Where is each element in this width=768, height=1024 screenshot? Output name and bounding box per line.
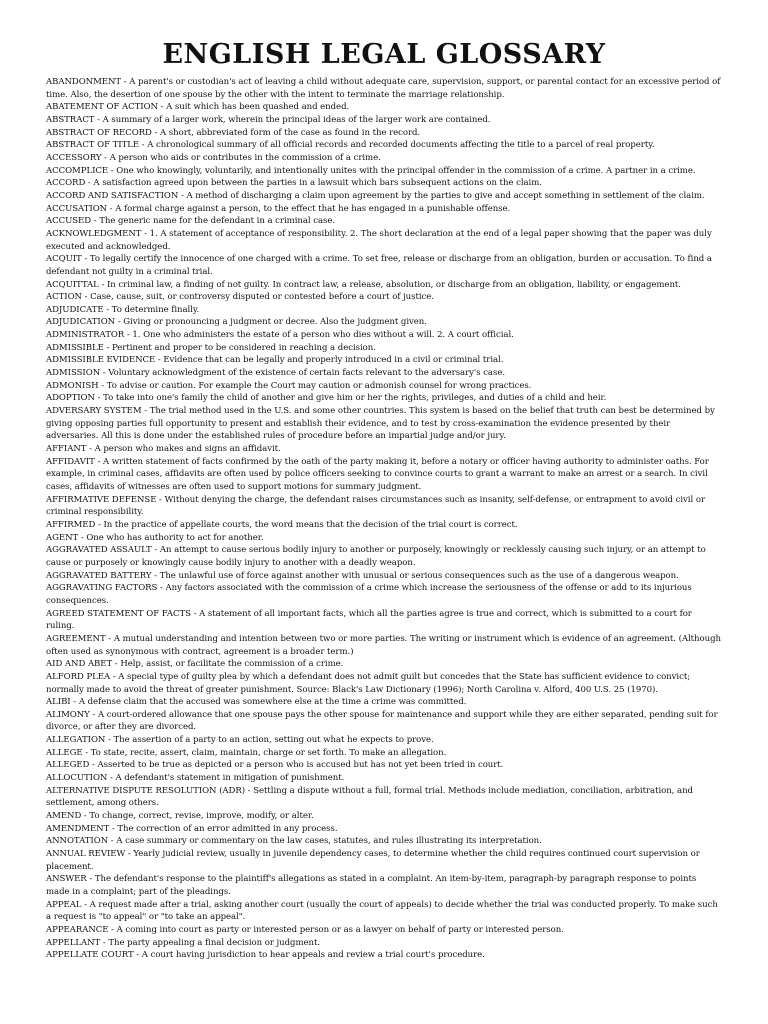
glossary-definition: Yearly judicial review, usually in juvenile dependency cases, to determine whether the child requires continued court supervision or placement. (46, 849, 700, 872)
glossary-definition: A satisfaction agreed upon between the parties in a lawsuit which bars subsequent actions on the claim. (93, 178, 542, 189)
glossary-entry: AFFIDAVIT - A written statement of facts confirmed by the oath of the party making it, before a notary or officer having authority to administer oaths. For example, in criminal cases, affidavits are often used by police officers seeking to convince courts to grant a warrant to make an arrest or a search. In civil cases, affidavits of witnesses are often used to support motions for summary judgment. (46, 456, 709, 492)
glossary-term: ABSTRACT OF TITLE (46, 140, 140, 151)
glossary-entry: ALTERNATIVE DISPUTE RESOLUTION (ADR) - Settling a dispute without a full, formal trial. Methods include mediation, conciliation, arbitration, and settlement, among others. (46, 785, 693, 809)
glossary-definition: The trial method used in the U.S. and some other countries. This system is based on the belief that truth can best be determined by giving opposing parties full opportunity to present and establish their evidence, and to test by cross-examination the evidence presented by their adversaries. All this is done under the established rules of procedure before an impartial judge and/or jury. (46, 406, 715, 442)
glossary-entry: AGREEMENT - A mutual understanding and intention between two or more parties. The writing or instrument which is evidence of an agreement. (Although often used as synonymous with contract, agreement is a broader term.) (46, 633, 721, 657)
glossary-definition: 1. One who administers the estate of a person who dies without a will. 2. A court official. (132, 330, 514, 341)
glossary-term: ALTERNATIVE DISPUTE RESOLUTION (ADR) (46, 785, 246, 796)
glossary-definition: Evidence that can be legally and properly introduced in a civil or criminal trial. (163, 355, 504, 366)
glossary-term: ADJUDICATE (46, 304, 104, 315)
glossary-definition: A court having jurisdiction to hear appeals and review a trial court's procedure. (141, 950, 485, 961)
glossary-entry: ACCORD AND SATISFACTION - A method of discharging a claim upon agreement by the parties to give and accept something in settlement of the claim. (46, 190, 705, 201)
glossary-definition: A person who makes and signs an affidavit. (94, 444, 281, 455)
glossary-definition: Case, cause, suit, or controversy disputed or contested before a court of justice. (90, 292, 434, 303)
glossary-entry: ALLEGED - Asserted to be true as depicted or a person who is accused but has not yet been tried in court. (46, 760, 504, 771)
glossary-entry: ACQUIT - To legally certify the innocence of one charged with a crime. To set free, release or discharge from an obligation, burden or accusation. To find a defendant not guilty in a criminal trial. (46, 254, 712, 277)
glossary-definition: A person who aids or contributes in the commission of a crime. (109, 152, 381, 163)
glossary-entry: ABATEMENT OF ACTION - A suit which has been quashed and ended. (46, 102, 350, 113)
glossary-entry: AFFIRMED - In the practice of appellate courts, the word means that the decision of the trial court is correct. (46, 519, 518, 530)
glossary-definition: Without denying the charge, the defendant raises circumstances such as insanity, self-defense, or entrapment to avoid civil or criminal responsibility. (46, 494, 705, 518)
glossary-definition: Help, assist, or facilitate the commission of a crime. (120, 659, 344, 670)
glossary-term: AGREED STATEMENT OF FACTS (46, 608, 191, 619)
glossary-definition: A special type of guilty plea by which a defendant does not admit guilt but concedes that the State has sufficient evidence to convict; normally made to avoid the threat of greater punishment. Source: Black's Law Dictionary (1996); North Carolina v. Alford, 400 U.S. 25 (1970). (46, 671, 691, 695)
glossary-entry: ACQUITTAL - In criminal law, a finding of not guilty. In contract law, a release, absolution, or discharge from an obligation, liability, or engagement. (46, 279, 681, 290)
glossary-definition: The generic name for the defendant in a criminal case. (99, 216, 336, 227)
glossary-entry: AGREED STATEMENT OF FACTS - A statement of all important facts, which all the parties agree is true and correct, which is submitted to a court for ruling. (46, 608, 692, 632)
glossary-definition: One who knowingly, voluntarily, and intentionally unites with the principal offender in the commission of a crime. A partner in a crime. (116, 165, 696, 176)
glossary-entry: ADJUDICATE - To determine finally. (46, 304, 200, 315)
glossary-entry: ANSWER - The defendant's response to the plaintiff's allegations as stated in a complaint. An item-by-item, paragraph-by paragraph response to points made in a complaint; part of the pleadings. (46, 874, 697, 897)
glossary-definition: 1. A statement of acceptance of responsibility. 2. The short declaration at the end of a legal paper showing that the paper was duly executed and acknowledged. (46, 228, 712, 252)
glossary-entry: ACKNOWLEDGMENT - 1. A statement of acceptance of responsibility. 2. The short declaration at the end of a legal paper showing that the paper was duly executed and acknowledged. (46, 228, 712, 252)
glossary-definition: To advise or caution. For example the Court may caution or admonish counsel for wrong practices. (106, 380, 532, 391)
glossary-entry: AMEND - To change, correct, revise, improve, modify, or alter. (46, 811, 314, 822)
glossary-definition: A parent's or custodian's act of leaving a child without adequate care, supervision, support, or parental contact for an excessive period of time. Also, the desertion of one spouse by the other with the intent to terminate the marriage relationship. (46, 77, 721, 100)
glossary-entry: APPEAL - A request made after a trial, asking another court (usually the court of appeals) to decide whether the trial was conducted properly. To make such a request is "to appeal" or "to take an appeal". (46, 899, 718, 923)
glossary-entry: ACCESSORY - A person who aids or contributes in the commission of a crime. (46, 152, 381, 163)
glossary-term: ACCOMPLICE (46, 165, 109, 176)
glossary-term: APPEAL (46, 899, 82, 910)
glossary-entry: ALFORD PLEA - A special type of guilty plea by which a defendant does not admit guilt but concedes that the State has sufficient evidence to convict; normally made to avoid the threat of greater punishment. Source: Black's Law Dictionary (1996); North Carolina v. Alford, 400 U.S. 25 (1970). (46, 671, 691, 695)
glossary-entry: ACCORD - A satisfaction agreed upon between the parties in a lawsuit which bars subsequent actions on the claim. (46, 178, 542, 189)
glossary-definition: A summary of a larger work, wherein the principal ideas of the larger work are contained. (102, 114, 491, 125)
glossary-entry: ANNUAL REVIEW - Yearly judicial review, usually in juvenile dependency cases, to determine whether the child requires continued court supervision or placement. (46, 849, 700, 872)
glossary-term: AGREEMENT (46, 633, 106, 644)
glossary-term: APPEARANCE (46, 924, 109, 935)
glossary-entry: AID AND ABET - Help, assist, or facilitate the commission of a crime. (46, 659, 344, 670)
glossary-entry: AGENT - One who has authority to act for another. (46, 532, 264, 543)
glossary-term: ALFORD PLEA (46, 671, 111, 682)
glossary-term: ACCUSED (46, 216, 92, 227)
glossary-term: ABSTRACT OF RECORD (46, 127, 152, 138)
glossary-definition: A method of discharging a claim upon agreement by the parties to give and accept something in settlement of the claim. (186, 190, 705, 201)
glossary-entry: AMENDMENT - The correction of an error admitted in any process. (46, 823, 338, 834)
glossary-definition: The correction of an error admitted in any process. (117, 823, 338, 834)
glossary-definition: A short, abbreviated form of the case as found in the record. (160, 127, 421, 138)
glossary-entry: APPELLATE COURT - A court having jurisdiction to hear appeals and review a trial court's procedure. (46, 950, 485, 961)
glossary-term: ADJUDICATION (46, 317, 116, 328)
glossary-definition: Pertinent and proper to be considered in reaching a decision. (111, 342, 376, 353)
glossary-definition: The defendant's response to the plaintiff's allegations as stated in a complaint. An item-by-item, paragraph-by paragraph response to points made in a complaint; part of the pleadings. (46, 874, 697, 897)
glossary-definition: Settling a dispute without a full, formal trial. Methods include mediation, conciliation, arbitration, and settlement, among others. (46, 785, 693, 809)
glossary-term: ADMINISTRATOR (46, 330, 125, 341)
glossary-entry: APPEARANCE - A coming into court as party or interested person or as a lawyer on behalf of party or interested person. (46, 924, 564, 935)
glossary-term: ABANDONMENT (46, 77, 122, 87)
glossary-definition: A request made after a trial, asking another court (usually the court of appeals) to decide whether the trial was conducted properly. To make such a request is "to appeal" or "to take an appeal". (46, 899, 718, 923)
glossary-definition: The party appealing a final decision or judgment. (108, 937, 321, 948)
glossary-term: ALLEGE (46, 747, 83, 758)
glossary-term: AFFIDAVIT (46, 456, 95, 467)
glossary-definition: To determine finally. (111, 304, 200, 315)
glossary-definition: The assertion of a party to an action, setting out what he expects to prove. (113, 735, 434, 746)
glossary-entry: ADMISSIBLE EVIDENCE - Evidence that can be legally and properly introduced in a civil or criminal trial. (46, 355, 504, 366)
glossary-definition: A statement of all important facts, which all the parties agree is true and correct, which is submitted to a court for ruling. (46, 608, 692, 632)
glossary-entry: AGGRAVATED BATTERY - The unlawful use of force against another with unusual or serious consequences such as the use of a dangerous weapon. (46, 570, 679, 581)
glossary-term: ADMISSION (46, 368, 101, 379)
glossary-term: ANNOTATION (46, 836, 109, 847)
glossary-definition: A defense claim that the accused was somewhere else at the time a crime was committed. (78, 697, 467, 708)
glossary-definition: A chronological summary of all official records and recorded documents affecting the title to a parcel of real property. (147, 140, 655, 151)
glossary-term: ACCUSATION (46, 203, 108, 214)
glossary-entry: ADJUDICATION - Giving or pronouncing a judgment or decree. Also the judgment given. (46, 317, 427, 328)
glossary-definition: Voluntary acknowledgment of the existence of certain facts relevant to the adversary's case. (108, 368, 505, 379)
glossary-entry: AFFIANT - A person who makes and signs an affidavit. (46, 444, 281, 455)
glossary-entry: ABSTRACT - A summary of a larger work, wherein the principal ideas of the larger work are contained. (46, 114, 491, 125)
glossary-entry: ABANDONMENT - A parent's or custodian's act of leaving a child without adequate care, supervision, support, or parental contact for an excessive period of time. Also, the desertion of one spouse by the other with the intent to terminate the marriage relationship. (46, 77, 721, 100)
glossary-definition: A case summary or commentary on the law cases, statutes, and rules illustrating its interpretation. (116, 836, 542, 847)
glossary-entry: ACCOMPLICE - One who knowingly, voluntarily, and intentionally unites with the principal offender in the commission of a crime. A partner in a crime. (46, 165, 696, 176)
glossary-term: ABSTRACT (46, 114, 95, 125)
glossary-definition: A court-ordered allowance that one spouse pays the other spouse for maintenance and support while they are either separated, pending suit for divorce, or after they are divorced. (46, 709, 718, 733)
glossary-term: AID AND ABET (46, 659, 113, 670)
glossary-entry: ADMISSION - Voluntary acknowledgment of the existence of certain facts relevant to the adversary's case. (46, 368, 505, 379)
glossary-term: AFFIANT (46, 444, 87, 455)
glossary-definition: Any factors associated with the commission of a crime which increase the seriousness of the offense or add to its injurious consequences. (46, 583, 692, 606)
glossary-term: ACTION (46, 292, 82, 303)
glossary-term: ACCORD AND SATISFACTION (46, 190, 179, 201)
glossary-term: ADMISSIBLE (46, 342, 104, 353)
glossary-term: AGGRAVATING FACTORS (46, 583, 158, 594)
glossary-definition: In criminal law, a finding of not guilty. In contract law, a release, absolution, or discharge from an obligation, liability, or engagement. (106, 279, 681, 290)
glossary-entry: ANNOTATION - A case summary or commentary on the law cases, statutes, and rules illustrating its interpretation. (46, 836, 542, 847)
glossary-term: AGGRAVATED BATTERY (46, 570, 152, 581)
page-title: ENGLISH LEGAL GLOSSARY (162, 39, 606, 70)
glossary-term: APPELLATE COURT (46, 950, 134, 961)
glossary-term: ANSWER (46, 874, 87, 885)
glossary-term: AGGRAVATED ASSAULT (46, 545, 152, 556)
glossary-definition: A written statement of facts confirmed by the oath of the party making it, before a notary or officer having authority to administer oaths. For example, in criminal cases, affidavits are often used by police officers seeking to convince courts to grant a warrant to make an arrest or a search. In civil cases, affidavits of witnesses are often used to support motions for summary judgment. (46, 456, 709, 492)
glossary-entry: AFFIRMATIVE DEFENSE - Without denying the charge, the defendant raises circumstances such as insanity, self-defense, or entrapment to avoid civil or criminal responsibility. (46, 494, 705, 518)
glossary-entry: AGGRAVATED ASSAULT - An attempt to cause serious bodily injury to another or purposely, knowingly or recklessly causing such injury, or an attempt to cause or purposely or knowingly cause bodily injury to another with a deadly weapon. (46, 545, 706, 568)
glossary-entry: ALLEGE - To state, recite, assert, claim, maintain, charge or set forth. To make an allegation. (46, 747, 447, 758)
glossary-definition: In the practice of appellate courts, the word means that the decision of the trial court is correct. (103, 519, 518, 530)
glossary-entry: APPELLANT - The party appealing a final decision or judgment. (46, 937, 321, 948)
glossary-entries (46, 76, 722, 962)
glossary-entry: AGGRAVATING FACTORS - Any factors associated with the commission of a crime which increase the seriousness of the offense or add to its injurious consequences. (46, 583, 692, 606)
glossary-term: ACCORD (46, 178, 86, 189)
glossary-entry: ALIBI - A defense claim that the accused was somewhere else at the time a crime was committed. (46, 697, 467, 708)
glossary-definition: To take into one's family the child of another and give him or her the rights, privileges, and duties of a child and heir. (103, 393, 607, 404)
glossary-definition: A suit which has been quashed and ended. (166, 102, 350, 113)
glossary-term: ALIBI (46, 697, 71, 708)
glossary-term: AMENDMENT (46, 823, 110, 834)
glossary-definition: Giving or pronouncing a judgment or decree. Also the judgment given. (123, 317, 427, 328)
glossary-definition: A defendant's statement in mitigation of punishment. (115, 773, 345, 784)
glossary-term: ANNUAL REVIEW (46, 849, 126, 860)
glossary-definition: A formal charge against a person, to the effect that he has engaged in a punishable offense. (115, 203, 511, 214)
glossary-term: ALLEGED (46, 760, 90, 771)
glossary-entry: ADMISSIBLE - Pertinent and proper to be considered in reaching a decision. (46, 342, 376, 353)
glossary-term: ALLEGATION (46, 735, 106, 746)
glossary-entry: ABSTRACT OF RECORD - A short, abbreviated form of the case as found in the record. (46, 127, 421, 138)
glossary-entry: ADVERSARY SYSTEM - The trial method used in the U.S. and some other countries. This system is based on the belief that truth can best be determined by giving opposing parties full opportunity to present and establish their evidence, and to test by cross-examination the evidence presented by their adversaries. All this is done under the established rules of procedure before an impartial judge and/or jury. (46, 406, 715, 442)
glossary-definition: A mutual understanding and intention between two or more parties. The writing or instrument which is evidence of an agreement. (Although often used as synonymous with contract, agreement is a broader term.) (46, 633, 721, 657)
glossary-term: AFFIRMED (46, 519, 96, 530)
glossary-term: ACQUITTAL (46, 279, 99, 290)
glossary-entry: ACCUSED - The generic name for the defendant in a criminal case. (46, 216, 336, 227)
glossary-entry: ACCUSATION - A formal charge against a person, to the effect that he has engaged in a punishable offense. (46, 203, 511, 214)
glossary-definition: An attempt to cause serious bodily injury to another or purposely, knowingly or recklessly causing such injury, or an attempt to cause or purposely or knowingly cause bodily injury to another with a deadly weapon. (46, 545, 706, 568)
glossary-definition: A coming into court as party or interested person or as a lawyer on behalf of party or interested person. (116, 924, 564, 935)
glossary-term: ACCESSORY (46, 152, 102, 163)
glossary-term: ABATEMENT OF ACTION (46, 102, 158, 113)
glossary-term: ACKNOWLEDGMENT (46, 228, 142, 239)
glossary-term: ADVERSARY SYSTEM (46, 406, 142, 417)
glossary-definition: The unlawful use of force against another with unusual or serious consequences such as the use of a dangerous weapon. (159, 570, 679, 581)
glossary-entry: ADMONISH - To advise or caution. For example the Court may caution or admonish counsel for wrong practices. (46, 380, 532, 391)
glossary-term: ACQUIT (46, 254, 82, 265)
glossary-term: ALIMONY (46, 709, 90, 720)
glossary-term: AMEND (46, 811, 82, 822)
glossary-entry: ALLEGATION - The assertion of a party to an action, setting out what he expects to prove. (46, 735, 434, 746)
glossary-definition: One who has authority to act for another. (86, 532, 264, 543)
glossary-term: ADOPTION (46, 393, 95, 404)
glossary-definition: To change, correct, revise, improve, modify, or alter. (89, 811, 314, 822)
glossary-term: ADMONISH (46, 380, 99, 391)
glossary-term: AFFIRMATIVE DEFENSE (46, 494, 157, 505)
glossary-term: ALLOCUTION (46, 773, 108, 784)
glossary-entry: ADOPTION - To take into one's family the child of another and give him or her the rights, privileges, and duties of a child and heir. (46, 393, 607, 404)
glossary-definition: Asserted to be true as depicted or a person who is accused but has not yet been tried in court. (97, 760, 504, 771)
glossary-term: ADMISSIBLE EVIDENCE (46, 355, 156, 366)
glossary-entry: ACTION - Case, cause, suit, or controversy disputed or contested before a court of justice. (46, 292, 434, 303)
glossary-term: AGENT (46, 532, 79, 543)
glossary-definition: To state, recite, assert, claim, maintain, charge or set forth. To make an allegation. (90, 747, 447, 758)
glossary-entry: ALIMONY - A court-ordered allowance that one spouse pays the other spouse for maintenance and support while they are either separated, pending suit for divorce, or after they are divorced. (46, 709, 718, 733)
glossary-entry: ADMINISTRATOR - 1. One who administers the estate of a person who dies without a will. 2. A court official. (46, 330, 514, 341)
glossary-term: APPELLANT (46, 937, 101, 948)
glossary-definition: To legally certify the innocence of one charged with a crime. To set free, release or discharge from an obligation, burden or accusation. To find a defendant not guilty in a criminal trial. (46, 254, 712, 277)
glossary-entry: ALLOCUTION - A defendant's statement in mitigation of punishment. (46, 773, 345, 784)
glossary-entry: ABSTRACT OF TITLE - A chronological summary of all official records and recorded documents affecting the title to a parcel of real property. (46, 140, 655, 151)
